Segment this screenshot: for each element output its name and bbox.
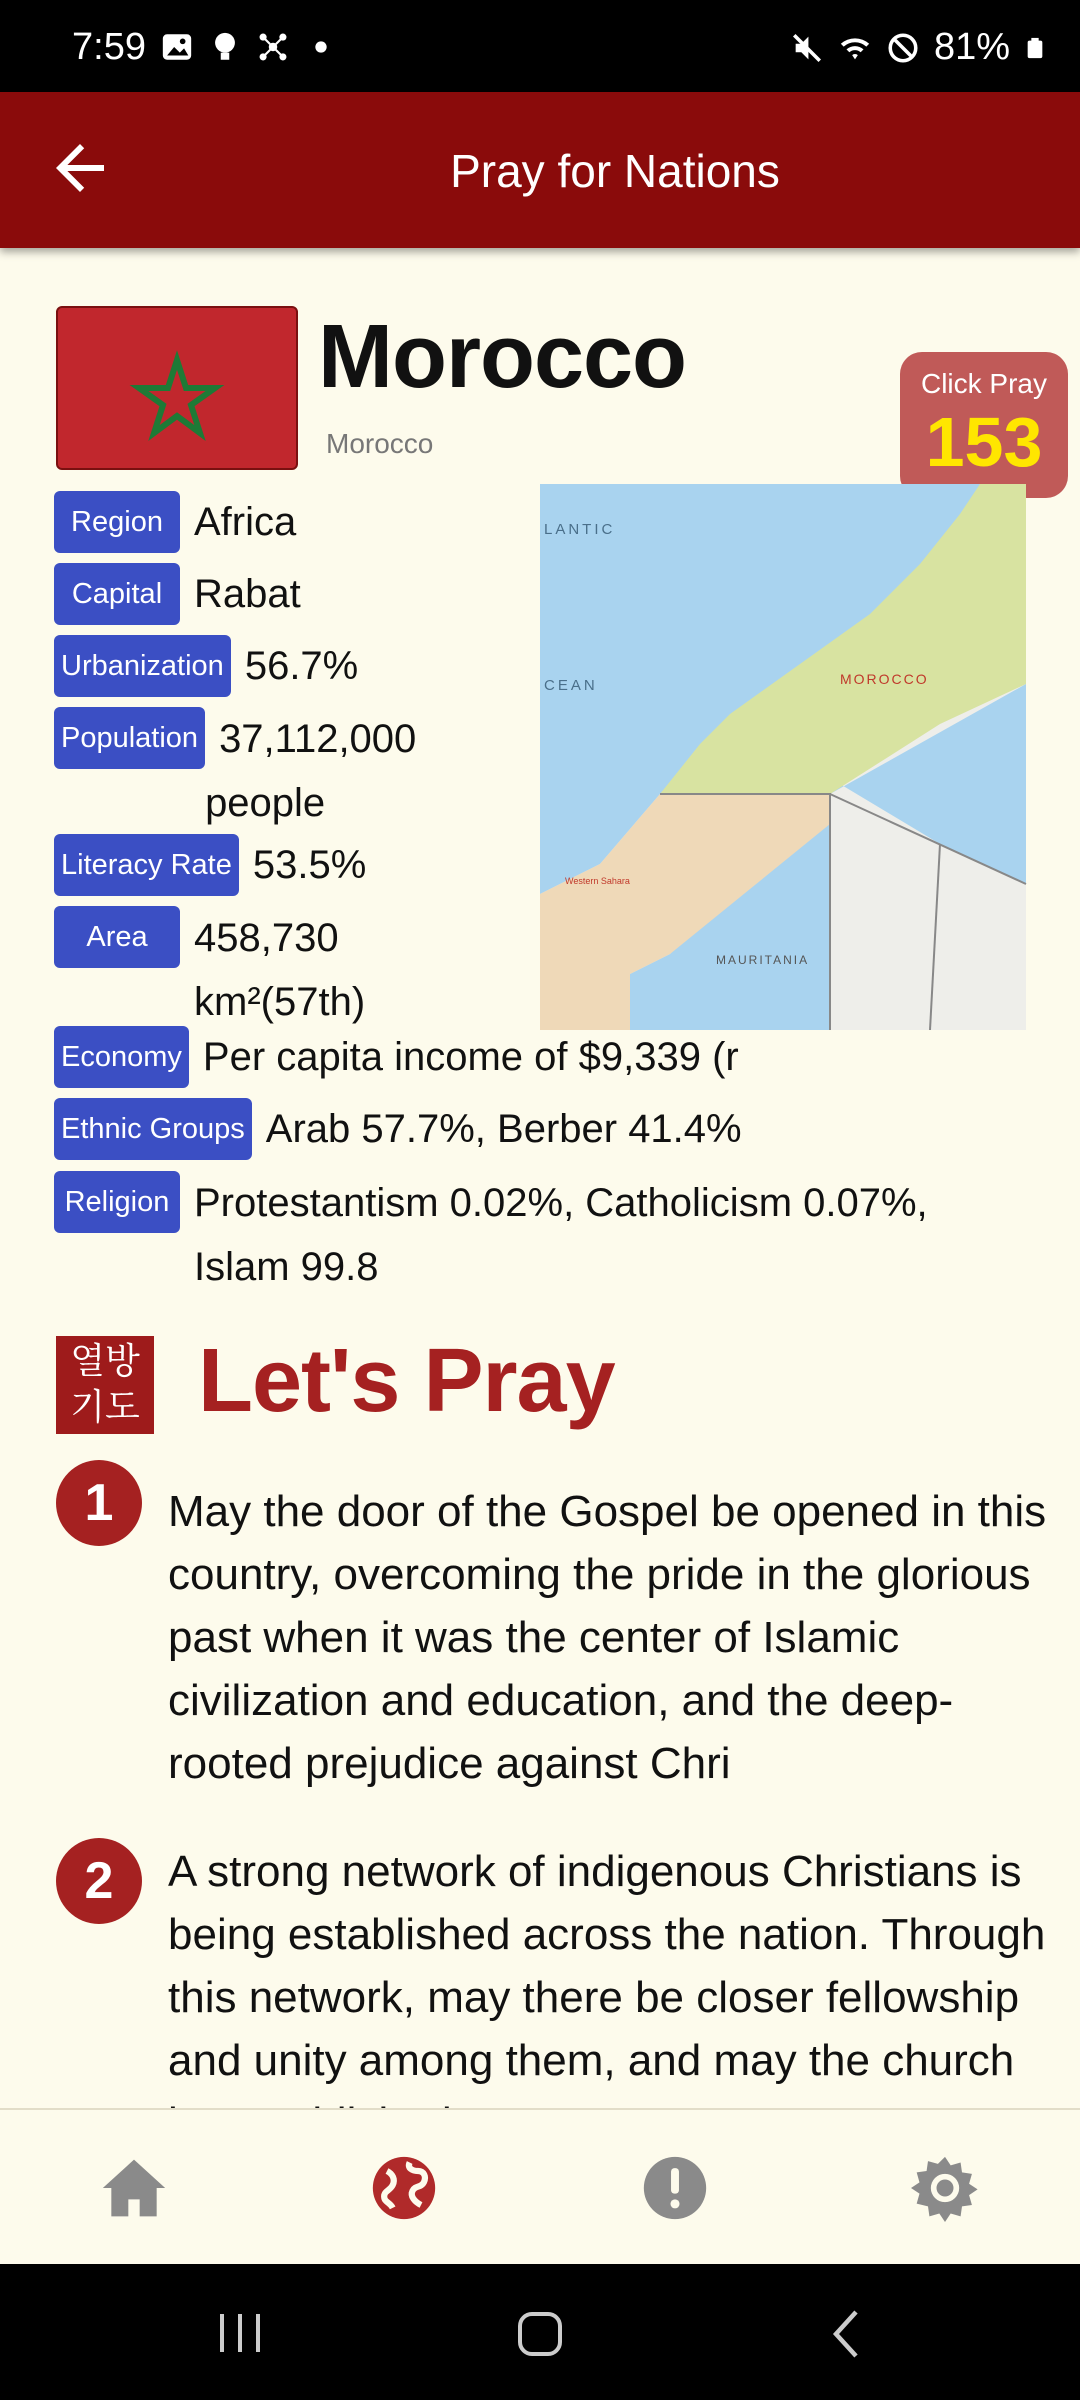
economy-tag: Economy [54, 1026, 189, 1088]
mute-icon [790, 31, 824, 65]
info-row-economy [54, 1026, 739, 1088]
back-nav-icon[interactable] [822, 2306, 872, 2362]
country-name: Morocco [318, 307, 687, 407]
map-label-morocco: MOROCCO [840, 671, 929, 687]
system-nav-bar [0, 2264, 1080, 2400]
map-label-western-sahara: Western Sahara [565, 876, 630, 886]
wifi-icon [838, 31, 872, 65]
map-label-mauritania: MAURITANIA [716, 953, 810, 967]
capital-value: Rabat [194, 572, 301, 616]
battery-percent: 81% [933, 26, 1010, 68]
info-row-literacy [54, 834, 366, 896]
info-row-population [54, 707, 416, 835]
population-tag: Population [54, 707, 205, 769]
gear-icon[interactable] [911, 2154, 979, 2222]
religion-value [194, 1171, 928, 1299]
click-pray-button[interactable] [900, 352, 1068, 498]
gallery-icon [160, 30, 194, 64]
no-disturb-icon [886, 31, 920, 65]
info-row-ethnic [54, 1098, 742, 1160]
info-row-capital [54, 563, 301, 625]
religion-line1: Protestantism 0.02%, Catholicism 0.07%, [194, 1181, 928, 1225]
religion-line2: Islam 99.8 [194, 1245, 379, 1289]
network-icon [256, 30, 290, 64]
prayer-list [0, 1440, 1080, 2110]
status-bar [0, 0, 1080, 92]
ethnic-tag: Ethnic Groups [54, 1098, 252, 1160]
ethnic-value: Arab 57.7%, Berber 41.4% [265, 1107, 742, 1151]
prayer-number: 2 [56, 1838, 142, 1924]
capital-tag: Capital [54, 563, 180, 625]
badge-line2: 기도 [70, 1387, 140, 1428]
dot-icon [304, 30, 338, 64]
app-bar [0, 92, 1080, 248]
alert-icon[interactable] [641, 2154, 709, 2222]
globe-icon[interactable] [370, 2154, 438, 2222]
badge-line1: 열방 [70, 1341, 140, 1382]
region-value: Africa [194, 500, 297, 544]
economy-value: Per capita income of $9,339 (r [202, 1035, 739, 1079]
info-row-area [54, 906, 365, 1034]
area-number: 458,730 [194, 916, 339, 960]
area-value [194, 906, 365, 1034]
prayer-text: A strong network of indigenous Christians is being established across the nation. Through this network, may there be closer fellowship and unity among them, and may the church [168, 1847, 1046, 2085]
urbanization-value: 56.7% [244, 644, 359, 688]
status-time: 7:59 [72, 26, 146, 68]
population-value [205, 707, 417, 835]
population-unit: people [205, 781, 326, 825]
page-title: Pray for Nations [450, 145, 780, 197]
bulb-icon [208, 30, 242, 64]
battery-icon [1024, 31, 1046, 65]
star-icon [58, 308, 296, 468]
urbanization-tag: Urbanization [54, 635, 231, 697]
click-pray-label: Click Pray [920, 368, 1047, 399]
info-row-urbanization [54, 635, 358, 697]
korean-badge [56, 1336, 154, 1434]
population-number: 37,112,000 [219, 717, 417, 761]
literacy-tag: Literacy Rate [54, 834, 239, 896]
info-row-region [54, 491, 296, 553]
notification-icons [160, 30, 338, 64]
literacy-value: 53.5% [252, 843, 367, 887]
home-icon[interactable] [100, 2154, 168, 2222]
region-tag: Region [54, 491, 180, 553]
home-nav-icon[interactable] [512, 2306, 568, 2362]
country-flag [56, 306, 298, 470]
country-map [540, 484, 1026, 1030]
country-subtitle: Morocco [326, 428, 434, 459]
info-row-religion [54, 1171, 928, 1299]
map-label-ocean: CEAN [544, 677, 598, 694]
map-image [540, 484, 1026, 1030]
pray-count: 153 [925, 403, 1043, 481]
section-title: Let's Pray [198, 1331, 615, 1431]
area-tag: Area [54, 906, 180, 968]
bottom-nav [0, 2108, 1080, 2266]
area-unit: km²(57th) [194, 980, 366, 1024]
map-label-atlantic: LANTIC [544, 521, 616, 538]
religion-tag: Religion [54, 1171, 180, 1233]
recent-apps-icon[interactable] [210, 2308, 270, 2358]
system-icons [790, 26, 1046, 69]
prayer-text: May the door of the Gospel be opened in this country, overcoming the pride in the glorious past when it was the center of Islamic civilization and education, and the deep-rooted prejudice against Chri [168, 1487, 1047, 1788]
prayer-number: 1 [56, 1460, 142, 1546]
